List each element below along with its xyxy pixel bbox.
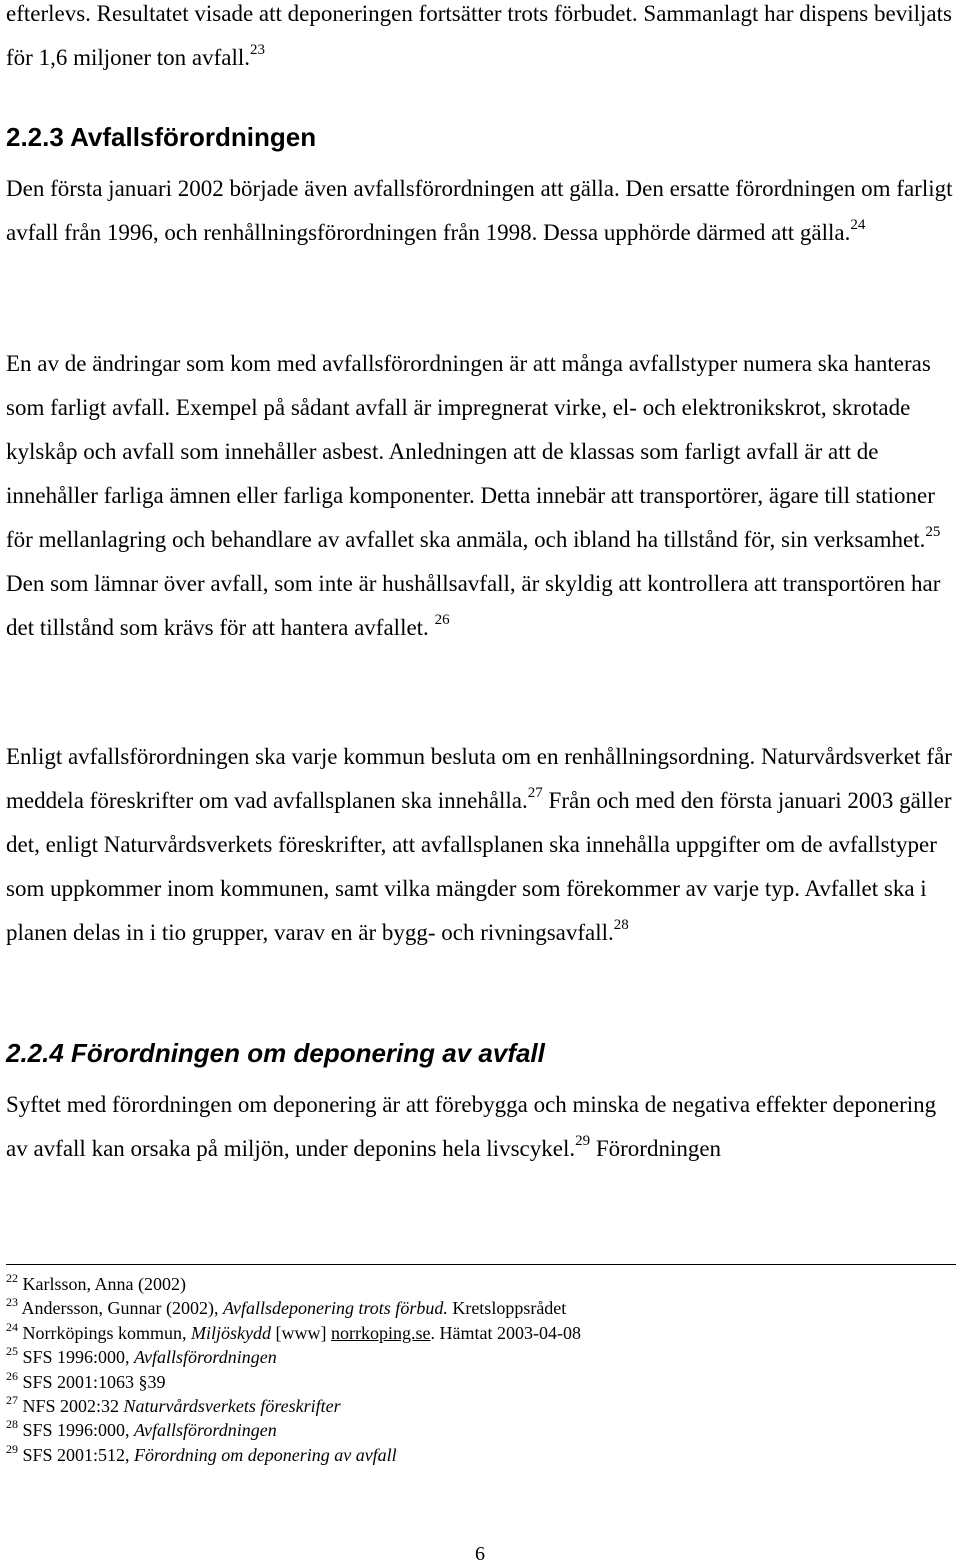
footnote-ref-25[interactable]: 25 — [925, 524, 941, 541]
footnote-title: Avfallsförordningen — [134, 1420, 277, 1441]
footnote-25 — [6, 1345, 581, 1369]
page-number: 6 — [475, 1543, 485, 1565]
footnote-29 — [6, 1443, 581, 1467]
footnote-text: SFS 1996:000, — [22, 1420, 135, 1441]
paragraph-text-continued: Förordningen — [590, 1136, 722, 1161]
footnote-28 — [6, 1418, 581, 1442]
footnote-number: 29 — [6, 1441, 18, 1456]
footnote-22 — [6, 1272, 581, 1296]
paragraph-renhallningsordning — [6, 735, 956, 955]
footnote-text: SFS 1996:000, — [22, 1347, 135, 1368]
intro-paragraph — [6, 0, 956, 80]
section-heading-2-2-4: 2.2.4 Förordningen om deponering av avfall — [6, 1038, 545, 1068]
footnote-mid: [www] — [270, 1322, 331, 1343]
paragraph-text: Den första januari 2002 började även avfallsförordningen att gälla. Den ersatte förordningen om farligt avfall från 1996, och renhållningsförordningen från 1998. Dessa upphörde därmed att gälla. — [6, 176, 953, 245]
footnote-title: Avfallsförordningen — [134, 1347, 277, 1368]
footnote-tail: Kretsloppsrådet — [447, 1298, 567, 1319]
footnote-number: 25 — [6, 1344, 18, 1359]
paragraph-text: En av de ändringar som kom med avfallsförordningen är att många avfallstyper numera ska hanteras som farligt avfall. Exempel på sådant avfall är impregnerat virke, el- och elektronikskrot, skrotade kylskåp och avfall som innehåller asbest. Anledningen att de klassas som farligt avfall är att de innehåller farliga ämnen eller farliga komponenter. Detta innebär att transportörer, ägare till stationer för mellanlagring och behandlare av avfallet ska anmäla, och ibland ha tillstånd för, sin verksamhet. — [6, 351, 935, 552]
paragraph-text-continued: Från och med den första januari 2003 gäller det, enligt Naturvårdsverkets föreskrifter, att avfallsplanen ska innehålla uppgifter om de avfallstyper som uppkommer inom kommunen, samt vilka mängder som förekommer av varje typ. Avfallet ska i planen delas in i tio grupper, varav en är bygg- och rivningsavfall. — [6, 788, 952, 945]
footnote-number: 27 — [6, 1393, 18, 1408]
footnote-title: Miljöskydd — [191, 1322, 271, 1343]
footnote-text: Norrköpings kommun, — [22, 1322, 191, 1343]
footnote-text: NFS 2002:32 — [22, 1396, 124, 1417]
paragraph-deponering — [6, 1083, 956, 1171]
footnote-ref-27[interactable]: 27 — [527, 785, 543, 802]
footnote-number: 23 — [6, 1295, 18, 1310]
footnote-number: 28 — [6, 1417, 18, 1432]
footnote-number: 22 — [6, 1271, 18, 1285]
footnote-title: Avfallsdeponering trots förbud. — [222, 1298, 448, 1319]
footnote-separator — [6, 1264, 956, 1265]
section-heading-2-2-3: 2.2.3 Avfallsförordningen — [6, 122, 317, 152]
footnote-number: 26 — [6, 1368, 18, 1383]
footnote-26 — [6, 1370, 581, 1394]
footnote-tail: . Hämtat 2003-04-08 — [430, 1322, 581, 1343]
footnote-24 — [6, 1321, 581, 1345]
footnote-link[interactable]: norrkoping.se — [330, 1322, 431, 1343]
paragraph-avfallsforordningen — [6, 167, 956, 255]
footnote-23 — [6, 1296, 581, 1320]
paragraph-text-continued: Den som lämnar över avfall, som inte är hushållsavfall, är skyldig att kontrollera att transportören har det tillstånd som krävs för att hantera avfallet. — [6, 571, 941, 640]
footnote-title: Förordning om deponering av avfall — [134, 1444, 397, 1465]
footnote-text: SFS 2001:1063 §39 — [22, 1371, 166, 1392]
footnote-list — [6, 1272, 581, 1467]
paragraph-farligt-avfall — [6, 342, 956, 650]
footnote-ref-24[interactable]: 24 — [850, 217, 866, 234]
footnote-title: Naturvårdsverkets föreskrifter — [123, 1396, 341, 1417]
footnote-ref-29[interactable]: 29 — [575, 1133, 591, 1150]
footnote-text: SFS 2001:512, — [22, 1444, 135, 1465]
footnote-27 — [6, 1394, 581, 1418]
footnote-text: Andersson, Gunnar (2002), — [21, 1298, 223, 1319]
footnote-ref-26[interactable]: 26 — [434, 612, 450, 629]
intro-text: efterlevs. Resultatet visade att deponeringen fortsätter trots förbudet. Sammanlagt har dispens beviljats för 1,6 miljoner ton avfall. — [6, 1, 952, 70]
paragraph-text: Syftet med förordningen om deponering är att förebygga och minska de negativa effekter deponering av avfall kan orsaka på miljön, under deponins hela livscykel. — [6, 1092, 937, 1161]
footnote-ref-28[interactable]: 28 — [613, 917, 629, 934]
footnote-text: Karlsson, Anna (2002) — [22, 1274, 186, 1294]
footnote-number: 24 — [6, 1319, 18, 1334]
paragraph-text: Enligt avfallsförordningen ska varje kommun besluta om en renhållningsordning. Naturvårdsverket får meddela föreskrifter om vad avfallsplanen ska innehålla. — [6, 744, 952, 813]
footnote-ref-23[interactable]: 23 — [250, 42, 265, 59]
